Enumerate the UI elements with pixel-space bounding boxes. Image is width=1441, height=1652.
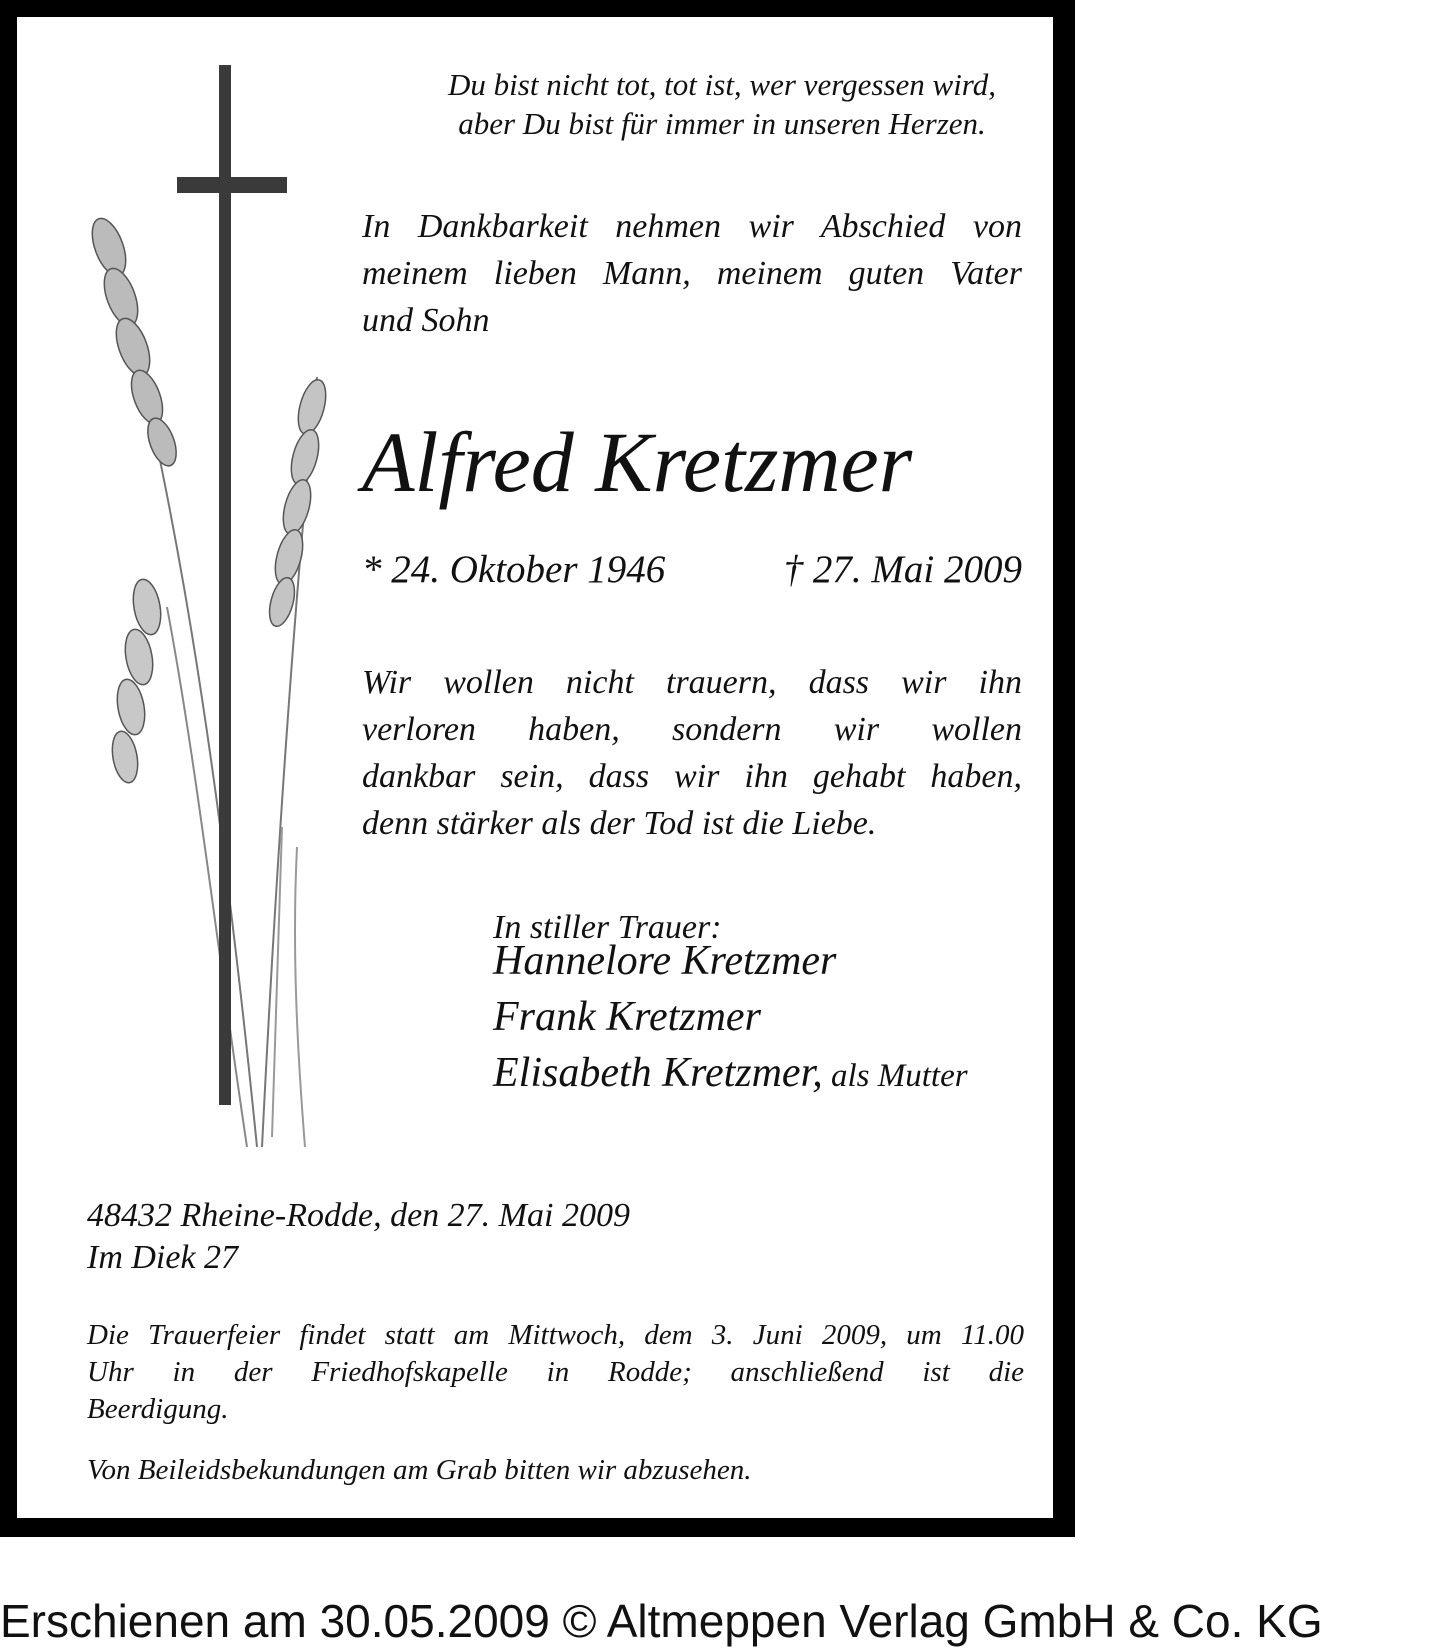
mourner-name xyxy=(493,935,836,987)
place-and-address xyxy=(87,1195,630,1279)
mourner-name-text: Hannelore Kretzmer xyxy=(493,938,837,984)
quote-line: verloren haben, sondern wir wollen xyxy=(362,711,1022,748)
ceremony-line: Die Trauerfeier findet statt am Mittwoch, dem 3. Juni 2009, um 11.00 xyxy=(87,1319,1024,1351)
wheat-ear-icon xyxy=(86,214,182,470)
motto-line: aber Du bist für immer in unseren Herzen. xyxy=(458,106,986,141)
birth-date: * 24. Oktober 1946 xyxy=(362,548,666,591)
mourner-relation: als Mutter xyxy=(822,1058,968,1094)
condolence-note: Von Beileidsbekundungen am Grab bitten wir abzusehen. xyxy=(87,1454,752,1486)
motto-verse xyxy=(422,65,1022,143)
quote-line: dankbar sein, dass wir ihn gehabt haben, xyxy=(362,758,1022,795)
place-date: 48432 Rheine-Rodde, den 27. Mai 2009 xyxy=(87,1197,630,1234)
mourner-name-text: Elisabeth Kretzmer, xyxy=(493,1050,823,1096)
cross-icon xyxy=(177,65,287,1105)
death-date: † 27. Mai 2009 xyxy=(783,548,1022,591)
cross-and-wheat-illustration xyxy=(47,47,367,1157)
intro-line: meinem lieben Mann, meinem guten Vater xyxy=(362,255,1022,292)
notice-paper xyxy=(17,17,1053,1518)
ceremony-line: Uhr in der Friedhofskapelle in Rodde; anschließend ist die xyxy=(87,1356,1024,1388)
memorial-quote xyxy=(362,659,1022,847)
publication-footer: Erschienen am 30.05.2009 © Altmeppen Verlag GmbH & Co. KG xyxy=(0,1595,1323,1647)
motto-line: Du bist nicht tot, tot ist, wer vergessen wird, xyxy=(448,67,996,102)
mourner-name xyxy=(493,1047,968,1102)
farewell-intro xyxy=(362,203,1022,344)
deceased-name: Alfred Kretzmer xyxy=(362,414,913,510)
mourner-name-text: Frank Kretzmer xyxy=(493,994,761,1040)
quote-line: denn stärker als der Tod ist die Liebe. xyxy=(362,805,877,842)
quote-line: Wir wollen nicht trauern, dass wir ihn xyxy=(362,664,1022,701)
address: Im Diek 27 xyxy=(87,1239,239,1276)
wheat-ear-icon xyxy=(109,577,165,785)
mourner-name xyxy=(493,991,761,1043)
funeral-details xyxy=(87,1317,1024,1428)
ceremony-line: Beerdigung. xyxy=(87,1393,229,1425)
intro-line: In Dankbarkeit nehmen wir Abschied von xyxy=(362,208,1022,245)
mourning-intro: In stiller Trauer: xyxy=(493,909,722,946)
intro-line: und Sohn xyxy=(362,302,490,339)
life-dates xyxy=(362,547,1022,593)
